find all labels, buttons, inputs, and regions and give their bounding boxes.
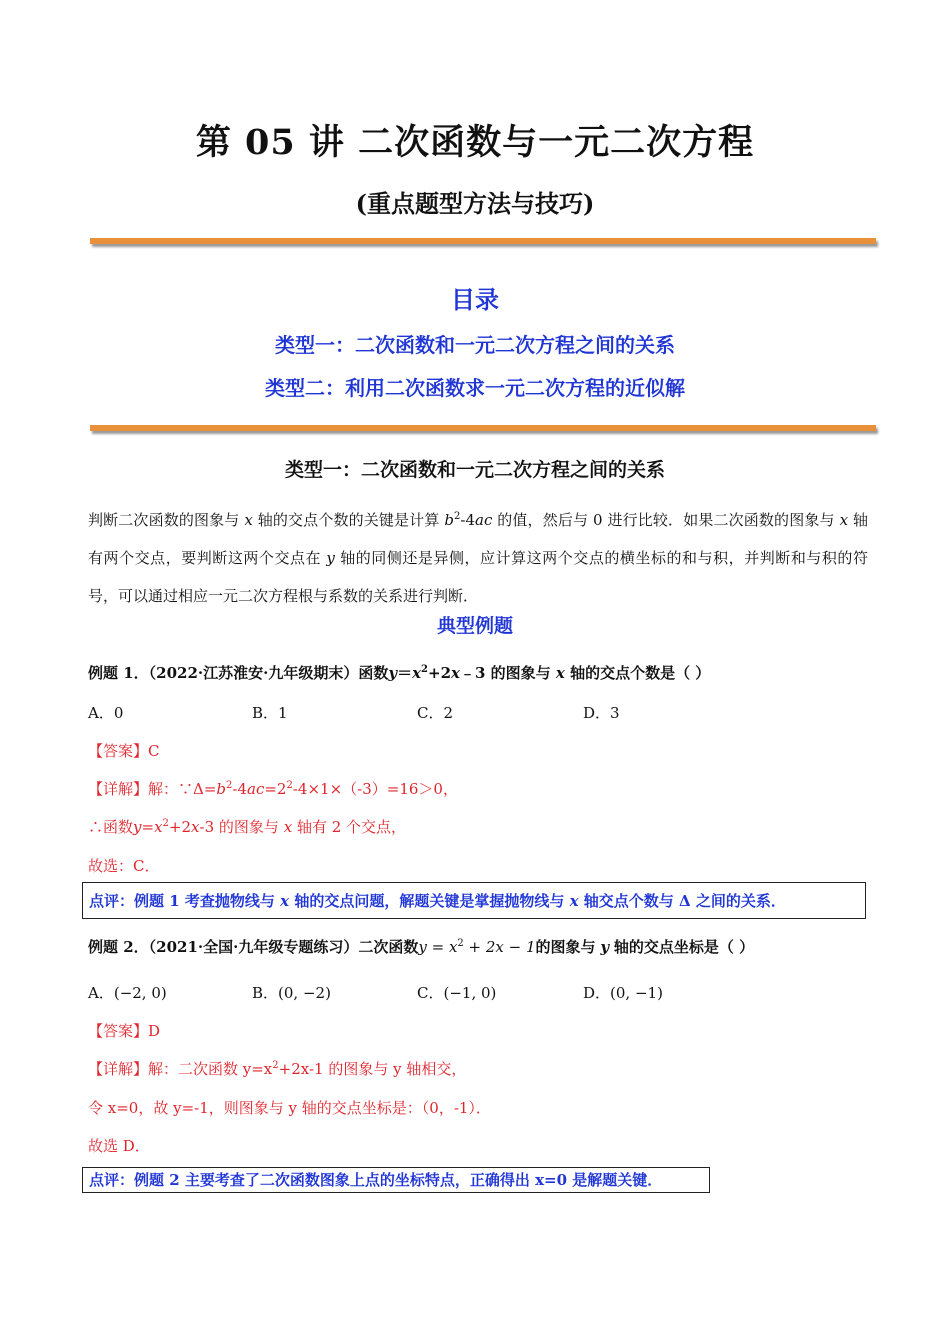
example2-detail: 【详解】解：二次函数 $y=x^2+2x-1$ 的图象与 y 轴相交， [88, 1060, 467, 1078]
example1-option-d: D．3 [583, 704, 620, 722]
example2-option-a: A．(−2, 0) [88, 984, 167, 1002]
example1-question: 例题 1．（2022·江苏淮安·九年级期末）函数$y=x^2+2x﹣3$ 的图象与 x 轴的交点个数是（ ） [88, 664, 711, 682]
example2-option-b: B．(0, −2) [252, 984, 331, 1002]
examples-heading: 典型例题 [436, 615, 513, 637]
intro-paragraph: 判断二次函数的图象与 x 轴的交点个数的关键是计算 $b^2-4ac$ 的值，然后与 0 进行比较．如果二次函数的图象与 x 轴有两个交点，要判断这两个交点在 y 轴的同侧还是异侧，应计算这两个交点的横坐标的和与积，并判断和与积的符号，可以通过相应一元二次方程根与系数的关系进行判断． [88, 511, 868, 605]
example1-option-b: B．1 [252, 704, 288, 722]
example1-comment: 点评：例题 1 考查抛物线与 x 轴的交点问题，解题关键是掌握抛物线与 x 轴交点个数与 Δ 之间的关系． [82, 882, 866, 919]
example1-answer: 【答案】C [88, 742, 160, 760]
example1-option-a: A．0 [88, 704, 124, 722]
page-title: 第 05 讲 二次函数与一元二次方程 [195, 122, 755, 163]
page-subtitle: (重点题型方法与技巧) [355, 189, 595, 218]
toc-item-1: 类型一：二次函数和一元二次方程之间的关系 [275, 333, 675, 357]
example1-detail: 【详解】解：$\because\Delta=b^2-4ac=2^2-4\times 1\times(-3)=16>0$， [88, 780, 458, 798]
example2-option-d: D．(0, −1) [583, 984, 663, 1002]
example2-comment: 点评：例题 2 主要考查了二次函数图象上点的坐标特点，正确得出 x=0 是解题关键． [82, 1167, 710, 1193]
example1-option-c: C．2 [417, 704, 454, 722]
divider-top [90, 238, 876, 244]
toc-heading: 目录 [451, 285, 499, 314]
toc-item-2: 类型二：利用二次函数求一元二次方程的近似解 [265, 376, 685, 400]
example1-detail-line2: ∴函数$y=x^2+2x-3$ 的图象与 x 轴有 2 个交点， [88, 818, 407, 836]
section-title: 类型一：二次函数和一元二次方程之间的关系 [284, 459, 665, 481]
divider-bottom [90, 425, 876, 431]
example1-choose: 故选：C． [88, 857, 160, 875]
example2-option-c: C．(−1, 0) [417, 984, 497, 1002]
example2-choose: 故选 D． [88, 1137, 150, 1155]
example2-answer: 【答案】D [88, 1022, 161, 1040]
example2-question: 例题 2．（2021·全国·九年级专题练习）二次函数$y = x^2 + 2x - 1$的图象与 y 轴的交点坐标是（ ） [88, 938, 755, 956]
example2-detail-line2: 令 x=0，故 y=-1，则图象与 y 轴的交点坐标是：（0，-1）． [88, 1099, 491, 1117]
